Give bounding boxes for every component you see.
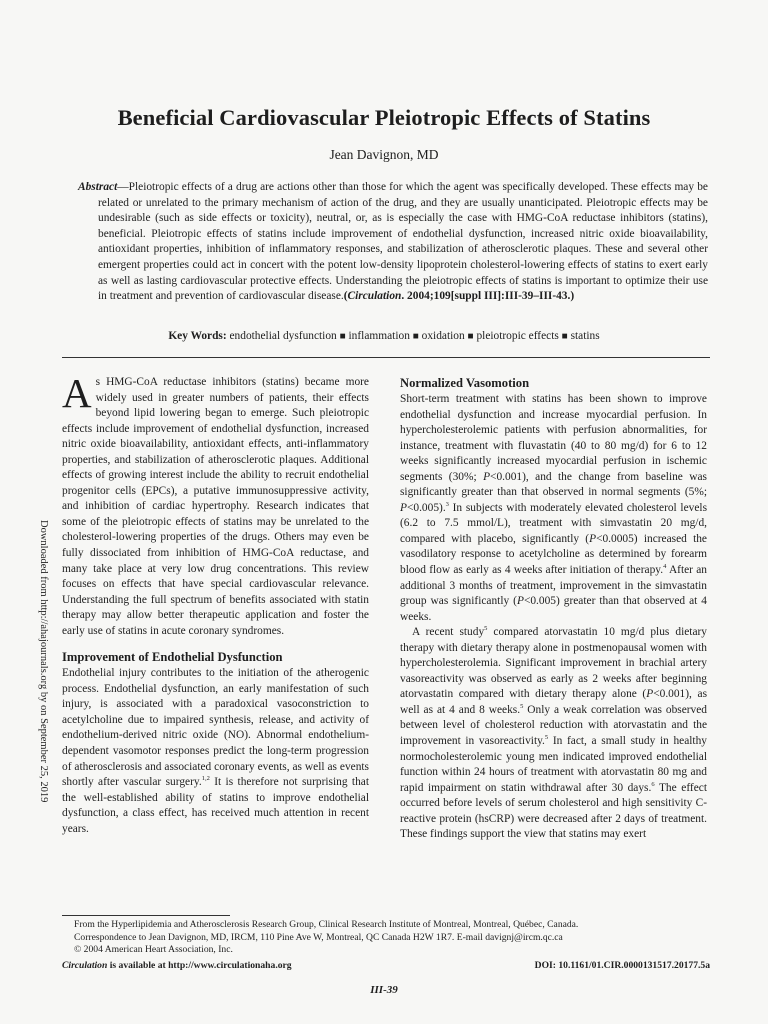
journal-name: Circulation (62, 960, 108, 971)
abstract-citation: (Circulation. 2004;109[suppl III]:III-39–III-43.) (343, 290, 575, 303)
reference-marker[interactable]: 3 (445, 501, 449, 509)
key-words-label: Key Words: (168, 330, 227, 342)
section-heading-endothelial: Improvement of Endothelial Dysfunction (62, 650, 283, 665)
footnote-copyright: © 2004 American Heart Association, Inc. (74, 944, 233, 956)
key-words (0, 330, 768, 342)
vasomotion-paragraph-2: A recent study$^5$ compared atorvastatin 10 mg/d plus dietary therapy with dietary therapy alone in postmenopausal women with hypercholesterolemia. Significant improvement in brachial artery vasoreactivity was observed as early as 2 weeks after beginning atorvastatin compared with dietary therapy alone (P<0.001), as well as at 4 and 8 weeks.$^5$ Only a weak correlation was observed between level of cholesterol reduction with atorvastatin and the improvement in vasoreactivity.$^5$ In fact, a small study in healthy normocholesterolemic young men indicated improved endothelial function within 24 hours of treatment with atorvastatin 80 mg and rapid impairment on statin withdrawal after 30 days.$^6$ The effect occurred before levels of serum cholesterol and high sensitivity C-reactive protein (hsCRP) were decreased after 2 days of treatment. These findings support the view that statins may exert (400, 625, 708, 841)
right-column (400, 375, 707, 843)
header-divider (62, 357, 710, 358)
footnotes (74, 919, 714, 957)
reference-marker[interactable]: 5 (520, 703, 524, 711)
drop-cap: A (62, 370, 92, 416)
keyword-separator: ■ (561, 331, 568, 342)
reference-marker[interactable]: 1,2 (201, 775, 210, 783)
journal-url[interactable]: is available at http://www.circulationaha.org (107, 960, 292, 971)
abstract-body: —Pleiotropic effects of a drug are actions other than those for which the agent was specifically developed. These effects may be related or unrelated to the primary mechanism of action of the drug, and they are usually unanticipated. Pleiotropic effects may be undesirable (such as side effects or toxicity), neutral, or, as is especially the case with HMG-CoA reductase inhibitors (statins), beneficial. Pleiotropic effects of statins include improvement of endothelial dysfunction, increased nitric oxide bioavailability, antioxidant properties, inhibition of inflammatory responses, and stabilization of atherosclerotic plaques. These and several other emergent properties could act in concert with the potent low-density lipoprotein cholesterol-lowering effects of statins to exert early as well as lasting cardiovascular protective effects. Understanding the pleiotropic effects of statins is important to optimize their use in treatment and prevention of cardiovascular disease. (98, 181, 708, 303)
abstract (78, 180, 708, 305)
author-name: Jean Davignon, MD (329, 147, 439, 162)
abstract-citation-journal: Circulation (347, 290, 402, 303)
vasomotion-paragraph-1: Short-term treatment with statins has been shown to improve endothelial dysfunction and increase myocardial perfusion. In hypercholesterolemic patients with perfusion abnormalities, for instance, treatment with fluvastatin (40 to 80 mg/d) for 6 to 12 weeks significantly increased myocardial perfusion in ischemic segments (30%; P<0.001), and the change from baseline was significantly greater than that observed in normal segments (5%; P<0.005).$^3$ In subjects with moderately elevated cholesterol levels (6.2 to 7.5 mmol/L), treatment with simvastatin 20 mg/d, compared with placebo, significantly (P<0.0005) increased the vasodilatory response to acetylcholine as determined by forearm blood flow as early as 4 weeks after initiation of therapy.$^4$ After an additional 3 months of treatment, improvement in the simvastatin group was significantly (P<0.005) greater than that observed at 4 weeks. (400, 393, 707, 623)
keyword-separator: ■ (467, 331, 474, 342)
reference-marker[interactable]: 5 (544, 734, 549, 742)
endothelial-paragraph: Endothelial injury contributes to the initiation of the atherogenic process. Endothelial dysfunction, an early manifestation of such injury, is associated with a paradoxical vasoconstriction to acetylcholine due to impaired synthesis, release, and activity of endothelium-derived nitric oxide (NO). Abnormal endothelium-dependent vasomotor responses predict the long-term progression of atherosclerosis and associated coronary events, as well as events shortly after vascular surgery.$^{1,2}$ It is therefore not surprising that the well-established ability of statins to improve endothelial dysfunction, a class effect, has received much attention in recent years. (62, 667, 369, 835)
reference-marker[interactable]: 4 (663, 563, 667, 571)
section-heading-vasomotion: Normalized Vasomotion (400, 376, 530, 390)
keyword-item: oxidation (421, 330, 465, 342)
keyword-item: inflammation (348, 330, 410, 342)
reference-marker[interactable]: 5 (484, 625, 488, 633)
keyword-separator: ■ (412, 331, 419, 342)
keyword-item: endothelial dysfunction (229, 330, 337, 342)
keyword-separator: ■ (339, 331, 346, 342)
journal-availability (62, 960, 292, 971)
page-number: III-39 (370, 984, 398, 996)
footnote-correspondence: Correspondence to Jean Davignon, MD, IRCM, 110 Pine Ave W, Montreal, QC Canada H2W 1R7. E-mail davignj@ircm.qc.ca (74, 931, 563, 943)
footnote-divider (62, 915, 230, 916)
page-footer (62, 960, 710, 971)
left-column (62, 370, 369, 837)
reference-marker[interactable]: 6 (651, 780, 655, 788)
keyword-item: pleiotropic effects (476, 330, 559, 342)
article-title: Beneficial Cardiovascular Pleiotropic Effects of Statins (117, 105, 651, 130)
doi-link[interactable]: DOI: 10.1161/01.CIR.0000131517.20177.5a (534, 960, 710, 971)
keyword-item: statins (570, 330, 600, 342)
intro-paragraph: As HMG-CoA reductase inhibitors (statins) became more widely used in greater numbers of patients, their effects beyond lipid lowering began to emerge. Such pleiotropic effects include improvement of endothelial dysfunction, increased nitric oxide bioavailability, antioxidant effects, anti-inflammatory properties, and stabilization of atherosclerotic plaques. Additional effects of growing interest include the ability to recruit endothelial progenitor cells (EPCs), a putative immunosuppressive activity, and inhibition of cardiac hypertrophy. Research indicates that some of the pleiotropic effects of statins may be unrelated to the cholesterol-lowering properties of the drugs. Others may even be fully dissociated from inhibition of HMG-CoA reductase, and many take place at very low drug concentrations. This review focuses on effects that have special cardiovascular relevance. Understanding the full spectrum of benefits associated with statin therapy may allow better therapeutic application and foster the early use of statins in acute coronary syndromes. (62, 370, 369, 637)
footnote-affiliation: From the Hyperlipidemia and Atherosclerosis Research Group, Clinical Research Institute of Montreal, Montreal, Québec, Canada. (74, 919, 579, 930)
abstract-lead: Abstract (78, 181, 118, 193)
download-watermark: Downloaded from http://ahajournals.org by on September 25, 2019 (38, 520, 49, 803)
